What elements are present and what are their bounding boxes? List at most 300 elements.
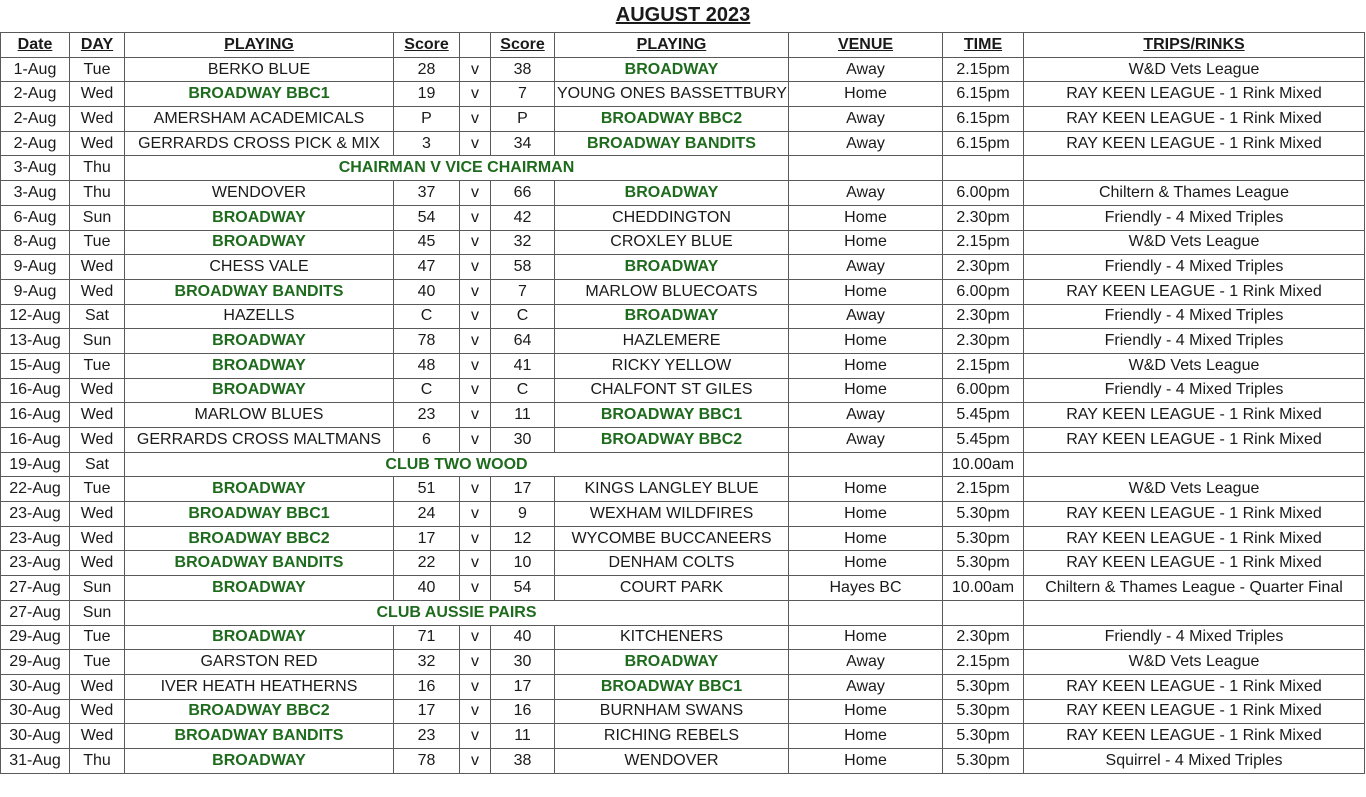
home-score-cell: 22 [394,551,460,576]
time-cell: 2.30pm [943,255,1024,280]
table-row [1,674,1365,699]
away-score-cell: C [491,378,555,403]
time-cell: 6.00pm [943,378,1024,403]
fixtures-table [0,32,1365,774]
header-time: TIME [943,33,1024,58]
home-score-cell: 32 [394,650,460,675]
date-cell: 2-Aug [1,131,70,156]
date-cell: 2-Aug [1,107,70,132]
table-row [1,255,1365,280]
away-team-cell: RICKY YELLOW [555,353,789,378]
venue-cell: Home [789,279,943,304]
day-cell: Tue [70,477,125,502]
away-team-cell: BURNHAM SWANS [555,699,789,724]
table-row [1,625,1365,650]
trips-cell: Chiltern & Thames League [1024,181,1365,206]
away-score-cell: 17 [491,477,555,502]
away-score-cell: 30 [491,428,555,453]
versus-cell: v [460,724,491,749]
time-cell: 6.00pm [943,279,1024,304]
header-date: Date [1,33,70,58]
time-cell: 5.30pm [943,502,1024,527]
versus-cell: v [460,107,491,132]
home-score-cell: 54 [394,205,460,230]
home-team-cell: BROADWAY BANDITS [125,279,394,304]
event-cell: CHAIRMAN V VICE CHAIRMAN [125,156,789,181]
venue-cell: Away [789,57,943,82]
venue-cell [789,600,943,625]
versus-cell: v [460,403,491,428]
date-cell: 29-Aug [1,650,70,675]
away-team-cell: CHEDDINGTON [555,205,789,230]
time-cell: 2.30pm [943,205,1024,230]
home-team-cell: BROADWAY BBC2 [125,526,394,551]
home-team-cell: BERKO BLUE [125,57,394,82]
header-venue: VENUE [789,33,943,58]
venue-cell: Away [789,403,943,428]
day-cell: Tue [70,625,125,650]
trips-cell: RAY KEEN LEAGUE - 1 Rink Mixed [1024,131,1365,156]
table-row [1,526,1365,551]
day-cell: Wed [70,551,125,576]
away-team-cell: HAZLEMERE [555,329,789,354]
table-row [1,205,1365,230]
home-score-cell: 24 [394,502,460,527]
event-cell: CLUB TWO WOOD [125,452,789,477]
day-cell: Sun [70,576,125,601]
time-cell: 2.15pm [943,353,1024,378]
table-row [1,304,1365,329]
event-row [1,452,1365,477]
time-cell: 5.45pm [943,403,1024,428]
versus-cell: v [460,279,491,304]
venue-cell: Home [789,205,943,230]
venue-cell: Home [789,82,943,107]
versus-cell: v [460,378,491,403]
venue-cell: Home [789,699,943,724]
table-row [1,279,1365,304]
away-score-cell: P [491,107,555,132]
home-team-cell: IVER HEATH HEATHERNS [125,674,394,699]
day-cell: Wed [70,724,125,749]
time-cell: 6.15pm [943,82,1024,107]
time-cell: 5.30pm [943,699,1024,724]
trips-cell: RAY KEEN LEAGUE - 1 Rink Mixed [1024,403,1365,428]
table-row [1,329,1365,354]
time-cell: 2.15pm [943,650,1024,675]
away-team-cell: BROADWAY [555,650,789,675]
home-score-cell: 78 [394,329,460,354]
header-playing-home: PLAYING [125,33,394,58]
venue-cell: Away [789,107,943,132]
away-score-cell: 66 [491,181,555,206]
away-score-cell: 32 [491,230,555,255]
trips-cell: Squirrel - 4 Mixed Triples [1024,748,1365,773]
away-team-cell: YOUNG ONES BASSETTBURY [555,82,789,107]
trips-cell: RAY KEEN LEAGUE - 1 Rink Mixed [1024,699,1365,724]
away-score-cell: 17 [491,674,555,699]
date-cell: 30-Aug [1,699,70,724]
date-cell: 27-Aug [1,576,70,601]
away-team-cell: RICHING REBELS [555,724,789,749]
trips-cell: Friendly - 4 Mixed Triples [1024,625,1365,650]
versus-cell: v [460,551,491,576]
away-score-cell: 11 [491,403,555,428]
trips-cell: W&D Vets League [1024,650,1365,675]
away-score-cell: 54 [491,576,555,601]
away-score-cell: 40 [491,625,555,650]
away-team-cell: CROXLEY BLUE [555,230,789,255]
home-score-cell: 17 [394,526,460,551]
header-trips-rinks: TRIPS/RINKS [1024,33,1365,58]
table-row [1,230,1365,255]
venue-cell: Away [789,674,943,699]
time-cell: 2.30pm [943,625,1024,650]
versus-cell: v [460,526,491,551]
day-cell: Wed [70,131,125,156]
time-cell: 2.15pm [943,230,1024,255]
trips-cell: Chiltern & Thames League - Quarter Final [1024,576,1365,601]
versus-cell: v [460,230,491,255]
away-team-cell: WENDOVER [555,748,789,773]
away-score-cell: 41 [491,353,555,378]
time-cell: 6.00pm [943,181,1024,206]
versus-cell: v [460,255,491,280]
home-score-cell: 19 [394,82,460,107]
day-cell: Wed [70,378,125,403]
versus-cell: v [460,329,491,354]
day-cell: Tue [70,57,125,82]
venue-cell: Home [789,551,943,576]
table-row [1,131,1365,156]
table-row [1,107,1365,132]
date-cell: 16-Aug [1,378,70,403]
day-cell: Sun [70,600,125,625]
venue-cell: Home [789,502,943,527]
table-row [1,181,1365,206]
date-cell: 6-Aug [1,205,70,230]
trips-cell: RAY KEEN LEAGUE - 1 Rink Mixed [1024,551,1365,576]
day-cell: Thu [70,156,125,181]
trips-cell: RAY KEEN LEAGUE - 1 Rink Mixed [1024,526,1365,551]
date-cell: 3-Aug [1,181,70,206]
time-cell [943,156,1024,181]
home-score-cell: 37 [394,181,460,206]
venue-cell: Away [789,650,943,675]
versus-cell: v [460,353,491,378]
time-cell: 2.15pm [943,477,1024,502]
home-team-cell: WENDOVER [125,181,394,206]
venue-cell: Home [789,230,943,255]
home-team-cell: CHESS VALE [125,255,394,280]
venue-cell: Home [789,625,943,650]
table-row [1,403,1365,428]
away-score-cell: 11 [491,724,555,749]
home-team-cell: BROADWAY BANDITS [125,551,394,576]
versus-cell: v [460,748,491,773]
venue-cell [789,156,943,181]
date-cell: 30-Aug [1,674,70,699]
event-row [1,600,1365,625]
home-score-cell: 71 [394,625,460,650]
time-cell: 5.30pm [943,551,1024,576]
home-score-cell: C [394,378,460,403]
sheet-title: AUGUST 2023 [615,4,751,26]
home-team-cell: BROADWAY [125,748,394,773]
trips-cell [1024,156,1365,181]
versus-cell: v [460,576,491,601]
away-team-cell: CHALFONT ST GILES [555,378,789,403]
home-team-cell: HAZELLS [125,304,394,329]
home-team-cell: BROADWAY [125,378,394,403]
date-cell: 23-Aug [1,502,70,527]
table-row [1,82,1365,107]
away-team-cell: WEXHAM WILDFIRES [555,502,789,527]
time-cell: 5.30pm [943,748,1024,773]
venue-cell: Home [789,724,943,749]
table-row [1,724,1365,749]
day-cell: Sun [70,205,125,230]
header-versus [460,33,491,58]
table-row [1,650,1365,675]
home-score-cell: 51 [394,477,460,502]
venue-cell: Home [789,748,943,773]
date-cell: 16-Aug [1,428,70,453]
home-team-cell: BROADWAY [125,625,394,650]
time-cell: 5.30pm [943,526,1024,551]
trips-cell: Friendly - 4 Mixed Triples [1024,205,1365,230]
header-day: DAY [70,33,125,58]
trips-cell: Friendly - 4 Mixed Triples [1024,378,1365,403]
trips-cell: RAY KEEN LEAGUE - 1 Rink Mixed [1024,279,1365,304]
header-playing-away: PLAYING [555,33,789,58]
trips-cell [1024,452,1365,477]
venue-cell: Home [789,329,943,354]
away-team-cell: COURT PARK [555,576,789,601]
date-cell: 30-Aug [1,724,70,749]
versus-cell: v [460,699,491,724]
home-score-cell: 78 [394,748,460,773]
trips-cell: RAY KEEN LEAGUE - 1 Rink Mixed [1024,428,1365,453]
date-cell: 2-Aug [1,82,70,107]
away-team-cell: BROADWAY BBC1 [555,674,789,699]
away-score-cell: 64 [491,329,555,354]
day-cell: Thu [70,748,125,773]
away-team-cell: KINGS LANGLEY BLUE [555,477,789,502]
away-score-cell: 7 [491,82,555,107]
home-score-cell: 3 [394,131,460,156]
away-score-cell: 16 [491,699,555,724]
away-team-cell: DENHAM COLTS [555,551,789,576]
trips-cell: RAY KEEN LEAGUE - 1 Rink Mixed [1024,107,1365,132]
time-cell: 6.15pm [943,107,1024,132]
time-cell: 2.15pm [943,57,1024,82]
home-score-cell: 48 [394,353,460,378]
home-team-cell: BROADWAY BBC1 [125,502,394,527]
date-cell: 1-Aug [1,57,70,82]
date-cell: 27-Aug [1,600,70,625]
home-team-cell: GERRARDS CROSS PICK & MIX [125,131,394,156]
versus-cell: v [460,674,491,699]
home-score-cell: P [394,107,460,132]
table-row [1,576,1365,601]
date-cell: 12-Aug [1,304,70,329]
day-cell: Wed [70,107,125,132]
away-score-cell: 10 [491,551,555,576]
home-score-cell: 28 [394,57,460,82]
home-score-cell: 47 [394,255,460,280]
table-row [1,378,1365,403]
home-score-cell: 6 [394,428,460,453]
date-cell: 16-Aug [1,403,70,428]
day-cell: Wed [70,699,125,724]
day-cell: Sun [70,329,125,354]
event-cell: CLUB AUSSIE PAIRS [125,600,789,625]
versus-cell: v [460,477,491,502]
venue-cell: Away [789,255,943,280]
day-cell: Sat [70,304,125,329]
trips-cell [1024,600,1365,625]
home-team-cell: BROADWAY [125,205,394,230]
table-row [1,699,1365,724]
header-row [1,33,1365,58]
away-team-cell: WYCOMBE BUCCANEERS [555,526,789,551]
away-score-cell: 38 [491,748,555,773]
home-team-cell: BROADWAY BBC1 [125,82,394,107]
away-team-cell: BROADWAY BBC2 [555,428,789,453]
home-team-cell: MARLOW BLUES [125,403,394,428]
table-row [1,502,1365,527]
away-team-cell: BROADWAY [555,57,789,82]
fixtures-body [1,57,1365,773]
day-cell: Wed [70,82,125,107]
versus-cell: v [460,502,491,527]
date-cell: 31-Aug [1,748,70,773]
away-score-cell: 30 [491,650,555,675]
trips-cell: W&D Vets League [1024,230,1365,255]
table-row [1,57,1365,82]
venue-cell: Away [789,181,943,206]
date-cell: 8-Aug [1,230,70,255]
away-team-cell: KITCHENERS [555,625,789,650]
versus-cell: v [460,57,491,82]
trips-cell: RAY KEEN LEAGUE - 1 Rink Mixed [1024,724,1365,749]
away-score-cell: 12 [491,526,555,551]
venue-cell: Away [789,428,943,453]
home-team-cell: BROADWAY BANDITS [125,724,394,749]
header-score-away: Score [491,33,555,58]
day-cell: Thu [70,181,125,206]
away-score-cell: 42 [491,205,555,230]
day-cell: Wed [70,428,125,453]
home-score-cell: 40 [394,576,460,601]
day-cell: Wed [70,255,125,280]
home-score-cell: 17 [394,699,460,724]
day-cell: Wed [70,526,125,551]
away-score-cell: 58 [491,255,555,280]
versus-cell: v [460,131,491,156]
home-score-cell: 16 [394,674,460,699]
away-team-cell: BROADWAY BBC1 [555,403,789,428]
home-score-cell: C [394,304,460,329]
away-team-cell: BROADWAY [555,304,789,329]
venue-cell: Away [789,131,943,156]
date-cell: 9-Aug [1,279,70,304]
home-team-cell: BROADWAY [125,329,394,354]
date-cell: 9-Aug [1,255,70,280]
table-row [1,551,1365,576]
trips-cell: Friendly - 4 Mixed Triples [1024,329,1365,354]
day-cell: Tue [70,650,125,675]
time-cell: 10.00am [943,452,1024,477]
trips-cell: RAY KEEN LEAGUE - 1 Rink Mixed [1024,502,1365,527]
day-cell: Tue [70,353,125,378]
home-score-cell: 23 [394,403,460,428]
time-cell: 2.30pm [943,304,1024,329]
venue-cell [789,452,943,477]
away-score-cell: C [491,304,555,329]
versus-cell: v [460,181,491,206]
date-cell: 29-Aug [1,625,70,650]
trips-cell: W&D Vets League [1024,353,1365,378]
venue-cell: Home [789,378,943,403]
home-team-cell: AMERSHAM ACADEMICALS [125,107,394,132]
versus-cell: v [460,304,491,329]
away-team-cell: BROADWAY [555,255,789,280]
home-team-cell: BROADWAY [125,230,394,255]
venue-cell: Home [789,353,943,378]
away-score-cell: 7 [491,279,555,304]
away-score-cell: 9 [491,502,555,527]
home-team-cell: BROADWAY [125,477,394,502]
day-cell: Wed [70,279,125,304]
day-cell: Wed [70,674,125,699]
time-cell: 10.00am [943,576,1024,601]
trips-cell: Friendly - 4 Mixed Triples [1024,304,1365,329]
date-cell: 22-Aug [1,477,70,502]
away-team-cell: BROADWAY [555,181,789,206]
away-team-cell: BROADWAY BBC2 [555,107,789,132]
home-score-cell: 23 [394,724,460,749]
time-cell: 5.30pm [943,724,1024,749]
event-row [1,156,1365,181]
date-cell: 19-Aug [1,452,70,477]
home-team-cell: BROADWAY BBC2 [125,699,394,724]
time-cell [943,600,1024,625]
venue-cell: Hayes BC [789,576,943,601]
trips-cell: RAY KEEN LEAGUE - 1 Rink Mixed [1024,82,1365,107]
day-cell: Wed [70,403,125,428]
venue-cell: Home [789,477,943,502]
date-cell: 23-Aug [1,526,70,551]
trips-cell: W&D Vets League [1024,57,1365,82]
home-team-cell: GERRARDS CROSS MALTMANS [125,428,394,453]
versus-cell: v [460,82,491,107]
venue-cell: Home [789,526,943,551]
table-row [1,428,1365,453]
away-team-cell: BROADWAY BANDITS [555,131,789,156]
versus-cell: v [460,205,491,230]
date-cell: 13-Aug [1,329,70,354]
day-cell: Sat [70,452,125,477]
date-cell: 15-Aug [1,353,70,378]
time-cell: 6.15pm [943,131,1024,156]
table-row [1,748,1365,773]
home-score-cell: 45 [394,230,460,255]
day-cell: Wed [70,502,125,527]
versus-cell: v [460,625,491,650]
table-row [1,477,1365,502]
